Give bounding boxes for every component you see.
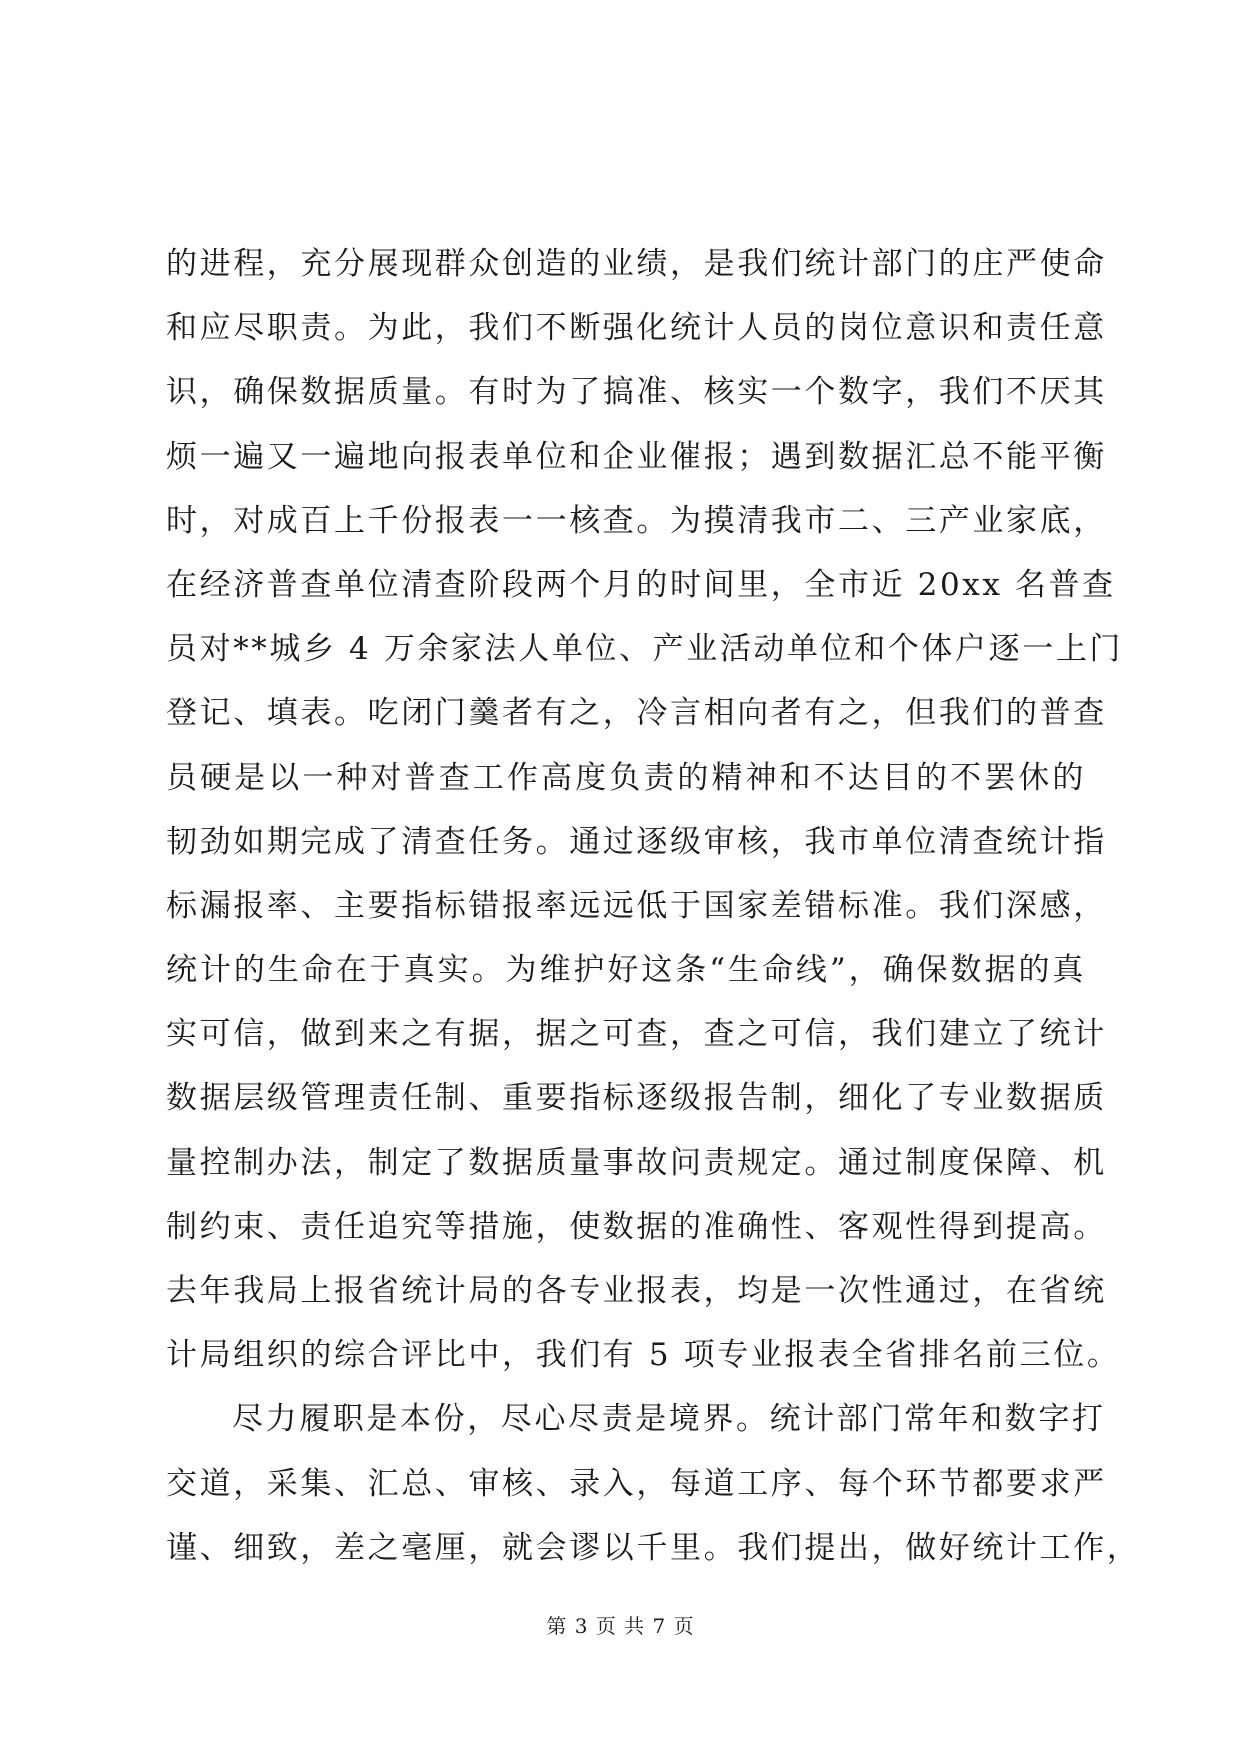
- text-line: 员硬是以一种对普查工作高度负责的精神和不达目的不罢休的: [166, 759, 1086, 796]
- text-line: 数据层级管理责任制、重要指标逐级报告制，细化了专业数据质: [166, 1080, 1107, 1117]
- page-number-footer: 第 3 页 共 7 页: [546, 1614, 695, 1638]
- text-line: 谨、细致，差之毫厘，就会谬以千里。我们提出，做好统计工作，: [166, 1529, 1141, 1566]
- text-line: 统计的生命在于真实。为维护好这条“生命线”，确保数据的真: [166, 952, 1086, 989]
- body-text: [166, 232, 1141, 1580]
- text-line: 量控制办法，制定了数据质量事故问责规定。通过制度保障、机: [166, 1144, 1107, 1181]
- text-line: 尽力履职是本份，尽心尽责是境界。统计部门常年和数字打: [232, 1401, 1106, 1438]
- text-line: 登记、填表。吃闭门羹者有之，冷言相向者有之，但我们的普查: [166, 695, 1107, 732]
- text-line: 实可信，做到来之有据，据之可查，查之可信，我们建立了统计: [166, 1016, 1107, 1053]
- text-line: 和应尽职责。为此，我们不断强化统计人员的岗位意识和责任意: [166, 310, 1107, 347]
- text-line: 制约束、责任追究等措施，使数据的准确性、客观性得到提高。: [166, 1208, 1107, 1245]
- text-line: 交道，采集、汇总、审核、录入，每道工序、每个环节都要求严: [166, 1465, 1107, 1502]
- text-line: 烦一遍又一遍地向报表单位和企业催报；遇到数据汇总不能平衡: [166, 438, 1107, 475]
- text-line: 的进程，充分展现群众创造的业绩，是我们统计部门的庄严使命: [166, 246, 1107, 282]
- text-line: 在经济普查单位清查阶段两个月的时间里，全市近 20xx 名普查: [166, 566, 1116, 603]
- text-line: 计局组织的综合评比中，我们有 5 项专业报表全省排名前三位。: [166, 1337, 1121, 1374]
- text-line: 时，对成百上千份报表一一核查。为摸清我市二、三产业家底，: [166, 502, 1107, 539]
- text-line: 员对**城乡 4 万余家法人单位、产业活动单位和个体户逐一上门: [166, 631, 1124, 668]
- text-line: 去年我局上报省统计局的各专业报表，均是一次性通过，在省统: [166, 1273, 1107, 1309]
- paragraph-1: [166, 232, 1124, 1387]
- text-line: 识，确保数据质量。有时为了搞准、核实一个数字，我们不厌其: [166, 374, 1107, 411]
- text-line: 韧劲如期完成了清查任务。通过逐级审核，我市单位清查统计指: [166, 823, 1107, 860]
- text-line: 标漏报率、主要指标错报率远远低于国家差错标准。我们深感，: [166, 887, 1107, 924]
- paragraph-2: [166, 1387, 1141, 1580]
